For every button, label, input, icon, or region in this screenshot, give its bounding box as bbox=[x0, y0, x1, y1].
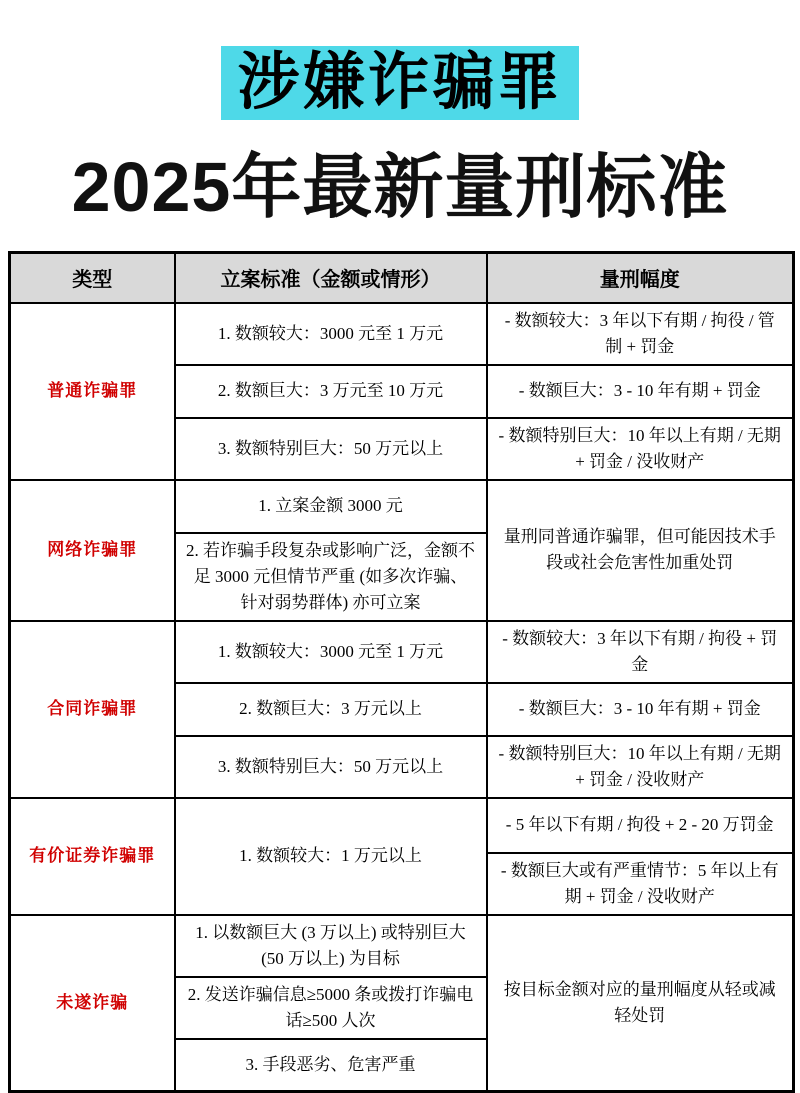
table-header-type: 类型 bbox=[10, 253, 175, 303]
table-header-filing: 立案标准（金额或情形） bbox=[175, 253, 487, 303]
sentencing-range-cell: - 数额巨大：3 - 10 年有期 + 罚金 bbox=[487, 365, 794, 418]
filing-standard-cell: 2. 若诈骗手段复杂或影响广泛，金额不足 3000 元但情节严重 (如多次诈骗、针对弱势群体) 亦可立案 bbox=[175, 533, 487, 621]
filing-standard-cell: 2. 数额巨大：3 万元以上 bbox=[175, 683, 487, 736]
filing-standard-cell: 3. 数额特别巨大：50 万元以上 bbox=[175, 736, 487, 798]
filing-standard-cell: 3. 数额特别巨大：50 万元以上 bbox=[175, 418, 487, 480]
sentencing-range-cell: 量刑同普通诈骗罪，但可能因技术手段或社会危害性加重处罚 bbox=[487, 480, 794, 621]
filing-standard-cell: 1. 立案金额 3000 元 bbox=[175, 480, 487, 533]
sentencing-range-cell: - 数额巨大或有严重情节：5 年以上有期 + 罚金 / 没收财产 bbox=[487, 853, 794, 915]
sentencing-range-cell: - 数额较大：3 年以下有期 / 拘役 / 管制 + 罚金 bbox=[487, 303, 794, 365]
crime-type-cell: 合同诈骗罪 bbox=[10, 621, 175, 798]
filing-standard-cell: 3. 手段恶劣、危害严重 bbox=[175, 1039, 487, 1092]
crime-type-cell: 未遂诈骗 bbox=[10, 915, 175, 1092]
sentencing-range-cell: - 数额较大：3 年以下有期 / 拘役 + 罚金 bbox=[487, 621, 794, 683]
filing-standard-cell: 1. 数额较大：1 万元以上 bbox=[175, 798, 487, 915]
page-header bbox=[0, 0, 800, 226]
table-row bbox=[10, 915, 794, 977]
table-row bbox=[10, 798, 794, 853]
sentencing-table-container bbox=[8, 251, 792, 1093]
table-header-sentencing: 量刑幅度 bbox=[487, 253, 794, 303]
filing-standard-cell: 1. 数额较大：3000 元至 1 万元 bbox=[175, 621, 487, 683]
table-row bbox=[10, 621, 794, 683]
sentencing-range-cell: - 数额特别巨大：10 年以上有期 / 无期 + 罚金 / 没收财产 bbox=[487, 736, 794, 798]
sentencing-table bbox=[8, 251, 795, 1093]
filing-standard-cell: 2. 发送诈骗信息≥5000 条或拨打诈骗电话≥500 人次 bbox=[175, 977, 487, 1039]
sentencing-range-cell: - 数额特别巨大：10 年以上有期 / 无期 + 罚金 / 没收财产 bbox=[487, 418, 794, 480]
sentencing-range-cell: - 数额巨大：3 - 10 年有期 + 罚金 bbox=[487, 683, 794, 736]
filing-standard-cell: 2. 数额巨大：3 万元至 10 万元 bbox=[175, 365, 487, 418]
sentencing-range-cell: 按目标金额对应的量刑幅度从轻或减轻处罚 bbox=[487, 915, 794, 1092]
crime-type-cell: 网络诈骗罪 bbox=[10, 480, 175, 621]
page-subtitle: 2025年最新量刑标准 bbox=[71, 148, 729, 226]
crime-type-cell: 普通诈骗罪 bbox=[10, 303, 175, 480]
crime-type-cell: 有价证券诈骗罪 bbox=[10, 798, 175, 915]
table-header-row bbox=[10, 253, 794, 303]
filing-standard-cell: 1. 以数额巨大 (3 万以上) 或特别巨大 (50 万以上) 为目标 bbox=[175, 915, 487, 977]
table-row bbox=[10, 480, 794, 533]
sentencing-range-cell: - 5 年以下有期 / 拘役 + 2 - 20 万罚金 bbox=[487, 798, 794, 853]
filing-standard-cell: 1. 数额较大：3000 元至 1 万元 bbox=[175, 303, 487, 365]
page-title: 涉嫌诈骗罪 bbox=[221, 46, 578, 120]
table-row bbox=[10, 303, 794, 365]
